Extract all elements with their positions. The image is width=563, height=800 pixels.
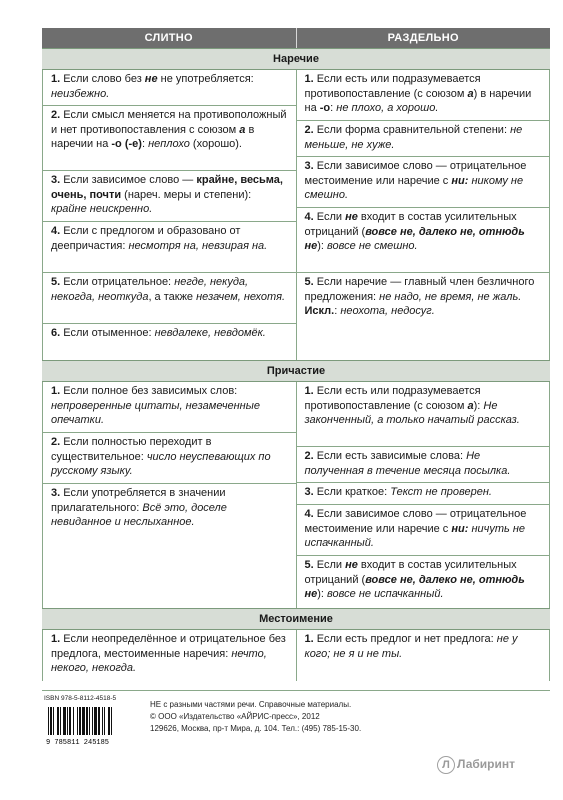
- barcode-bar: [104, 707, 105, 735]
- column-separately: [296, 630, 550, 681]
- table-body: [42, 48, 550, 681]
- column-together: [43, 382, 296, 608]
- publisher-info: [150, 699, 361, 735]
- example-text: ничуть не испачканный.: [304, 522, 526, 550]
- rule-number: 1.: [304, 385, 314, 397]
- example-text: Не законченный, а только начатый рассказ.: [304, 399, 520, 427]
- rule-text: в наречии на: [51, 123, 255, 151]
- rule-text: Если есть зависимые слова:: [316, 450, 467, 462]
- rule-number: 6.: [51, 327, 61, 339]
- rule-number: 3.: [51, 174, 61, 186]
- rule-text: Если полное без зависимых слов:: [63, 385, 238, 397]
- barcode-bar: [86, 707, 88, 735]
- rule-number: 4.: [304, 211, 314, 223]
- rule-text: входит в состав усилительных отрицаний (: [304, 211, 517, 238]
- barcode-bar: [98, 707, 100, 735]
- example-text: никому не смешно.: [304, 174, 524, 202]
- rule-cell: [43, 484, 296, 608]
- rule-number: 4.: [304, 508, 314, 520]
- rule-cell: [43, 106, 296, 171]
- column-together: [43, 70, 296, 360]
- barcode-bar: [53, 707, 54, 735]
- keyword-text: а: [467, 399, 474, 412]
- keyword-text: крайне, весьма, очень, почти: [51, 174, 283, 201]
- example-text: не плохо, а хорошо.: [336, 102, 439, 115]
- keyword-text: -о (-е): [111, 138, 142, 151]
- rule-text: Если зависимое слово —: [63, 174, 197, 186]
- rule-cell: [43, 222, 296, 273]
- example-text: несмотря на, невзирая на.: [128, 239, 268, 252]
- section-title: Наречие: [42, 48, 550, 70]
- example-text: незачем, нехотя.: [196, 290, 286, 303]
- rule-number: 1.: [51, 73, 61, 85]
- rule-cell: [43, 70, 296, 106]
- keyword-text: а: [239, 123, 246, 136]
- keyword-text: не: [345, 211, 358, 223]
- section-grid: [42, 630, 550, 681]
- header-together: СЛИТНО: [144, 32, 193, 44]
- barcode-bar: [73, 707, 74, 735]
- rule-text: Если: [316, 211, 346, 223]
- example-text: Не полученная в течение месяца посылка.: [304, 450, 511, 477]
- rule-text: (нареч. меры и степени):: [121, 188, 252, 201]
- rule-cell: [43, 324, 296, 360]
- example-text: вовсе не испачканный.: [327, 588, 444, 601]
- example-text: непроверенные цитаты, незамеченные опечатки.: [51, 399, 260, 427]
- keyword-text: Искл.: [304, 305, 335, 318]
- rule-cell: [297, 208, 550, 273]
- column-together: [43, 630, 296, 681]
- example-text: Всё это, доселе невиданное и неслыханное.: [51, 501, 227, 529]
- section-grid: [42, 70, 550, 360]
- isbn-text: ISBN 978-5-8112-4518-5: [44, 695, 117, 702]
- section-title: Причастие: [42, 360, 550, 382]
- labirint-logo-icon: Л: [437, 756, 455, 774]
- barcode-bar: [94, 707, 97, 735]
- publisher-line: НЕ с разными частями речи. Справочные материалы.: [150, 700, 352, 709]
- example-text: неизбежно.: [51, 87, 110, 100]
- rule-text: :: [330, 102, 337, 115]
- rule-number: 3.: [304, 160, 314, 172]
- keyword-text: ни:: [451, 174, 469, 187]
- rule-number: 3.: [51, 487, 61, 499]
- rule-cell: [297, 121, 550, 157]
- rule-number: 1.: [304, 73, 314, 85]
- barcode-bar: [69, 707, 71, 735]
- rule-text: ):: [473, 399, 484, 412]
- rule-text: Если есть или подразумевается противопоставление (с союзом: [304, 385, 481, 412]
- example-text: не меньше, не хуже.: [304, 124, 523, 151]
- rule-text: Если неопределённое и отрицательное без предлога, местоименные наречия:: [51, 633, 286, 660]
- example-text: не надо, не время, не жаль.: [379, 290, 522, 303]
- rule-text: Если наречие — главный член безличного предложения:: [304, 276, 535, 303]
- rule-cell: [43, 382, 296, 433]
- rule-text: Если есть предлог и нет предлога:: [316, 633, 497, 645]
- rule-number: 5.: [304, 276, 314, 288]
- barcode-bar: [82, 707, 85, 735]
- rule-cell: [297, 273, 550, 346]
- barcode-bar: [57, 707, 59, 735]
- rule-text: не употребляется:: [157, 73, 254, 85]
- rule-text: Если слово без: [63, 73, 145, 85]
- rule-number: 5.: [51, 276, 61, 288]
- barcode-bar: [89, 707, 90, 735]
- example-text: нечто, некого, некогда.: [51, 647, 267, 675]
- rule-text: Если употребляется в значении прилагательного:: [51, 487, 226, 514]
- rules-table: [42, 28, 550, 681]
- rule-text: Если: [316, 559, 346, 571]
- rule-number: 2.: [51, 436, 61, 448]
- rule-text: Если с предлогом и образовано от деепричастия:: [51, 225, 241, 252]
- barcode-bar: [48, 707, 49, 735]
- rule-text: :: [334, 305, 341, 318]
- keyword-text: не: [144, 73, 158, 85]
- rule-cell: [297, 483, 550, 505]
- publisher-line: © ООО «Издательство «АЙРИС-пресс», 2012: [150, 712, 320, 721]
- rule-number: 1.: [51, 385, 61, 397]
- rule-text: Если полностью переходит в существительное:: [51, 436, 212, 463]
- barcode-icon: [44, 699, 150, 745]
- barcode-bar: [60, 707, 61, 735]
- rule-text: Если смысл меняется на противоположный и нет противопоставления с союзом: [51, 109, 287, 136]
- rule-cell: [297, 630, 550, 681]
- barcode-bar: [77, 707, 78, 735]
- publisher-line: 129626, Москва, пр-т Мира, д. 104. Тел.: (495) 785-15-30.: [150, 724, 362, 733]
- example-text: неплохо: [148, 138, 190, 151]
- example-text: не у кого; не я и не ты.: [304, 633, 518, 660]
- rule-text: ) в наречии на: [304, 87, 532, 115]
- rule-text: , а также: [148, 290, 197, 303]
- keyword-text: вовсе не, далеко не, отнюдь не: [304, 573, 525, 601]
- example-text: неохота, недосуг.: [340, 305, 435, 318]
- keyword-text: а: [467, 87, 474, 100]
- rule-number: 2.: [304, 450, 314, 462]
- rule-text: Если зависимое слово — отрицательное местоимение или наречие с: [304, 160, 527, 187]
- rule-text: Если форма сравнительной степени:: [316, 124, 511, 136]
- example-text: негде, некуда, некогда, неоткуда: [51, 276, 249, 303]
- barcode-bar: [79, 707, 81, 735]
- imprint-footer: [42, 690, 550, 747]
- rule-cell: [43, 630, 296, 681]
- rule-cell: [43, 171, 296, 222]
- rule-cell: [297, 70, 550, 121]
- rule-cell: [297, 505, 550, 556]
- table-header: [42, 28, 550, 48]
- rule-cell: [43, 433, 296, 484]
- example-text: невдалеке, невдомёк.: [154, 327, 266, 339]
- rule-text: :: [141, 138, 149, 151]
- section-title: Местоимение: [42, 608, 550, 630]
- rule-number: 2.: [51, 109, 61, 121]
- barcode-bar: [111, 707, 112, 735]
- barcode-bar: [102, 707, 103, 735]
- keyword-text: ни:: [451, 522, 469, 535]
- rule-number: 1.: [51, 633, 61, 645]
- section-grid: [42, 382, 550, 608]
- keyword-text: -о: [319, 102, 331, 115]
- rule-text: входит в состав усилительных отрицаний (: [304, 559, 517, 586]
- header-separately: РАЗДЕЛЬНО: [296, 28, 551, 48]
- rule-text: Если есть или подразумевается противопоставление (с союзом: [304, 73, 481, 100]
- watermark-logo: [437, 756, 515, 774]
- rule-text: Если отыменное:: [63, 327, 155, 339]
- rule-cell: [43, 273, 296, 324]
- rule-number: 3.: [304, 486, 314, 498]
- rule-cell: [297, 556, 550, 608]
- rule-number: 2.: [304, 124, 314, 136]
- rule-cell: [297, 447, 550, 483]
- keyword-text: вовсе не, далеко не, отнюдь не: [304, 225, 525, 253]
- watermark-text: Лабиринт: [457, 757, 516, 771]
- rule-text: ):: [317, 588, 328, 601]
- barcode-bar: [50, 707, 52, 735]
- example-text: число неуспевающих по русскому языку.: [51, 450, 271, 478]
- rule-number: 4.: [51, 225, 61, 237]
- example-text: вовсе не смешно.: [327, 240, 418, 253]
- barcode-bar: [108, 707, 110, 735]
- example-text: крайне неискренно.: [51, 203, 153, 216]
- example-text: Текст не проверен.: [390, 486, 492, 498]
- rule-cell: [297, 382, 550, 447]
- rule-text: ):: [317, 240, 328, 253]
- barcode-digits: 9 785811 245185: [46, 739, 110, 745]
- rule-text: Если краткое:: [316, 486, 391, 498]
- barcode-bar: [92, 707, 93, 735]
- keyword-text: не: [345, 559, 358, 571]
- rule-text: Если отрицательное:: [63, 276, 175, 288]
- rule-number: 1.: [304, 633, 314, 645]
- column-separately: [296, 382, 550, 608]
- barcode-bar: [63, 707, 66, 735]
- barcode-bar: [67, 707, 68, 735]
- rule-number: 5.: [304, 559, 314, 571]
- rule-cell: [297, 157, 550, 208]
- rule-text: (хорошо).: [189, 138, 242, 151]
- rule-text: Если зависимое слово — отрицательное местоимение или наречие с: [304, 508, 527, 535]
- column-separately: [296, 70, 550, 360]
